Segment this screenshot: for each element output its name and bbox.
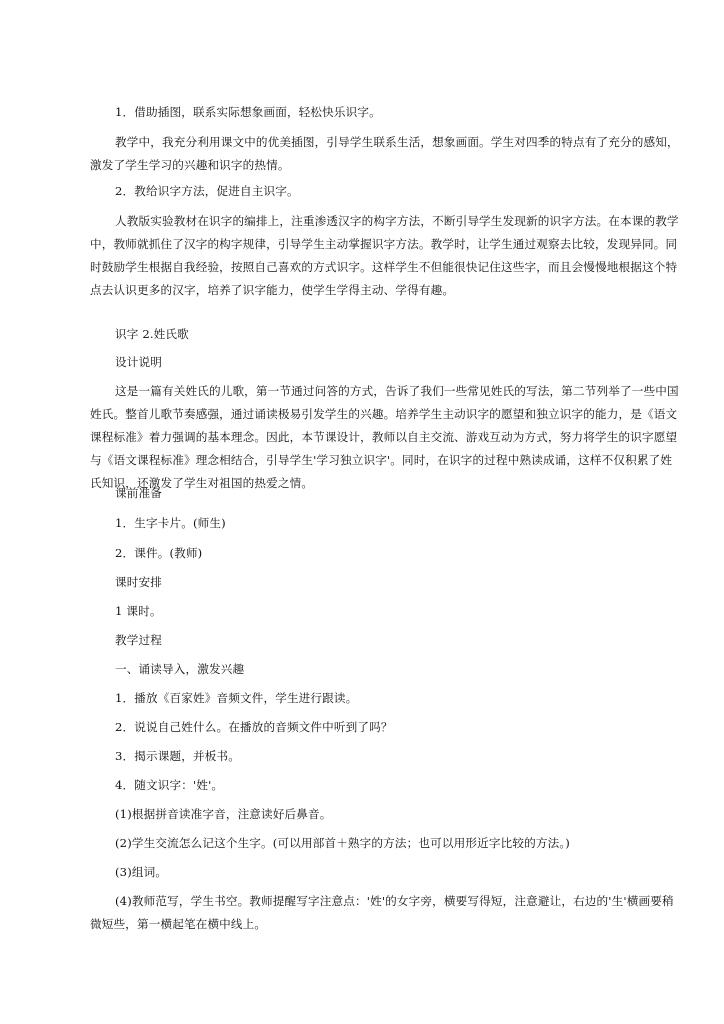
schedule-text: 1 课时。 <box>115 604 162 618</box>
paragraph-method-2-detail: 人教版实验教材在识字的编排上，注重渗透汉字的构字方法，不断引导学生发现新的识字方法。在本课的教学中，教师就抓住了汉字的构字规律，引导学生主动掌握识字方法。教学时，让学生通过观察去比较，发现异同。同时鼓励学生根据自我经验，按照自己喜欢的方式识字。这样学生不但能很快记住这些字，而且会慢慢地根据这个特点去认识更多的汉字，培养了识字能力，使学生学得主动、学得有趣。 <box>90 214 679 297</box>
prep-item-1: 1．生字卡片。(师生) <box>115 516 226 530</box>
paragraph-method-1-detail: 教学中，我充分利用课文中的优美插图，引导学生联系生活，想象画面。学生对四季的特点有了充分的感知，激发了学生学习的兴趣和识字的热情。 <box>90 135 679 172</box>
section-heading-schedule: 课时安排 <box>115 575 162 589</box>
process-step-4: 4．随文识字：'姓'。 <box>115 778 224 792</box>
paragraph-method-1: 1．借助插图，联系实际想象画面，轻松快乐识字。 <box>115 105 381 119</box>
process-substep-4: (4)教师范写，学生书空。教师提醒写字注意点：'姓'的女字旁，横要写得短，注意避让，右边的'生'横画要稍微短些，第一横起笔在横中线上。 <box>90 894 674 931</box>
process-substep-3: (3)组词。 <box>115 865 168 879</box>
section-heading-preparation: 课前准备 <box>115 486 162 500</box>
section-heading-design: 设计说明 <box>115 355 162 369</box>
process-part-1-heading: 一、诵读导入，激发兴趣 <box>115 662 245 676</box>
process-substep-1: (1)根据拼音读准字音，注意读好后鼻音。 <box>115 807 332 821</box>
lesson-title: 识字 2.姓氏歌 <box>115 327 189 341</box>
paragraph-method-2: 2．教给识字方法，促进自主识字。 <box>115 184 299 198</box>
paragraph-design-description: 这是一篇有关姓氏的儿歌，第一节通过问答的方式，告诉了我们一些常见姓氏的写法，第二节列举了一些中国姓氏。整首儿歌节奏感强，通过诵读极易引发学生的兴趣。培养学生主动识字的愿望和独立识字的能力，是《语文课程标准》着力强调的基本理念。因此，本节课设计，教师以自主交流、游戏互动为方式，努力将学生的识字愿望与《语文课程标准》理念相结合，引导学生'学习独立识字'。同时，在识字的过程中熟读成诵，这样不仅积累了姓氏知识，还激发了学生对祖国的热爱之情。 <box>90 384 679 490</box>
process-substep-2: (2)学生交流怎么记这个生字。(可以用部首＋熟字的方法；也可以用形近字比较的方法。) <box>115 836 570 850</box>
prep-item-2: 2．课件。(教师) <box>115 546 203 560</box>
section-heading-process: 教学过程 <box>115 633 162 647</box>
process-step-1: 1．播放《百家姓》音频文件，学生进行跟读。 <box>115 691 358 705</box>
process-step-3: 3．揭示课题，并板书。 <box>115 749 240 763</box>
process-step-2: 2．说说自己姓什么。在播放的音频文件中听到了吗？ <box>115 720 393 734</box>
